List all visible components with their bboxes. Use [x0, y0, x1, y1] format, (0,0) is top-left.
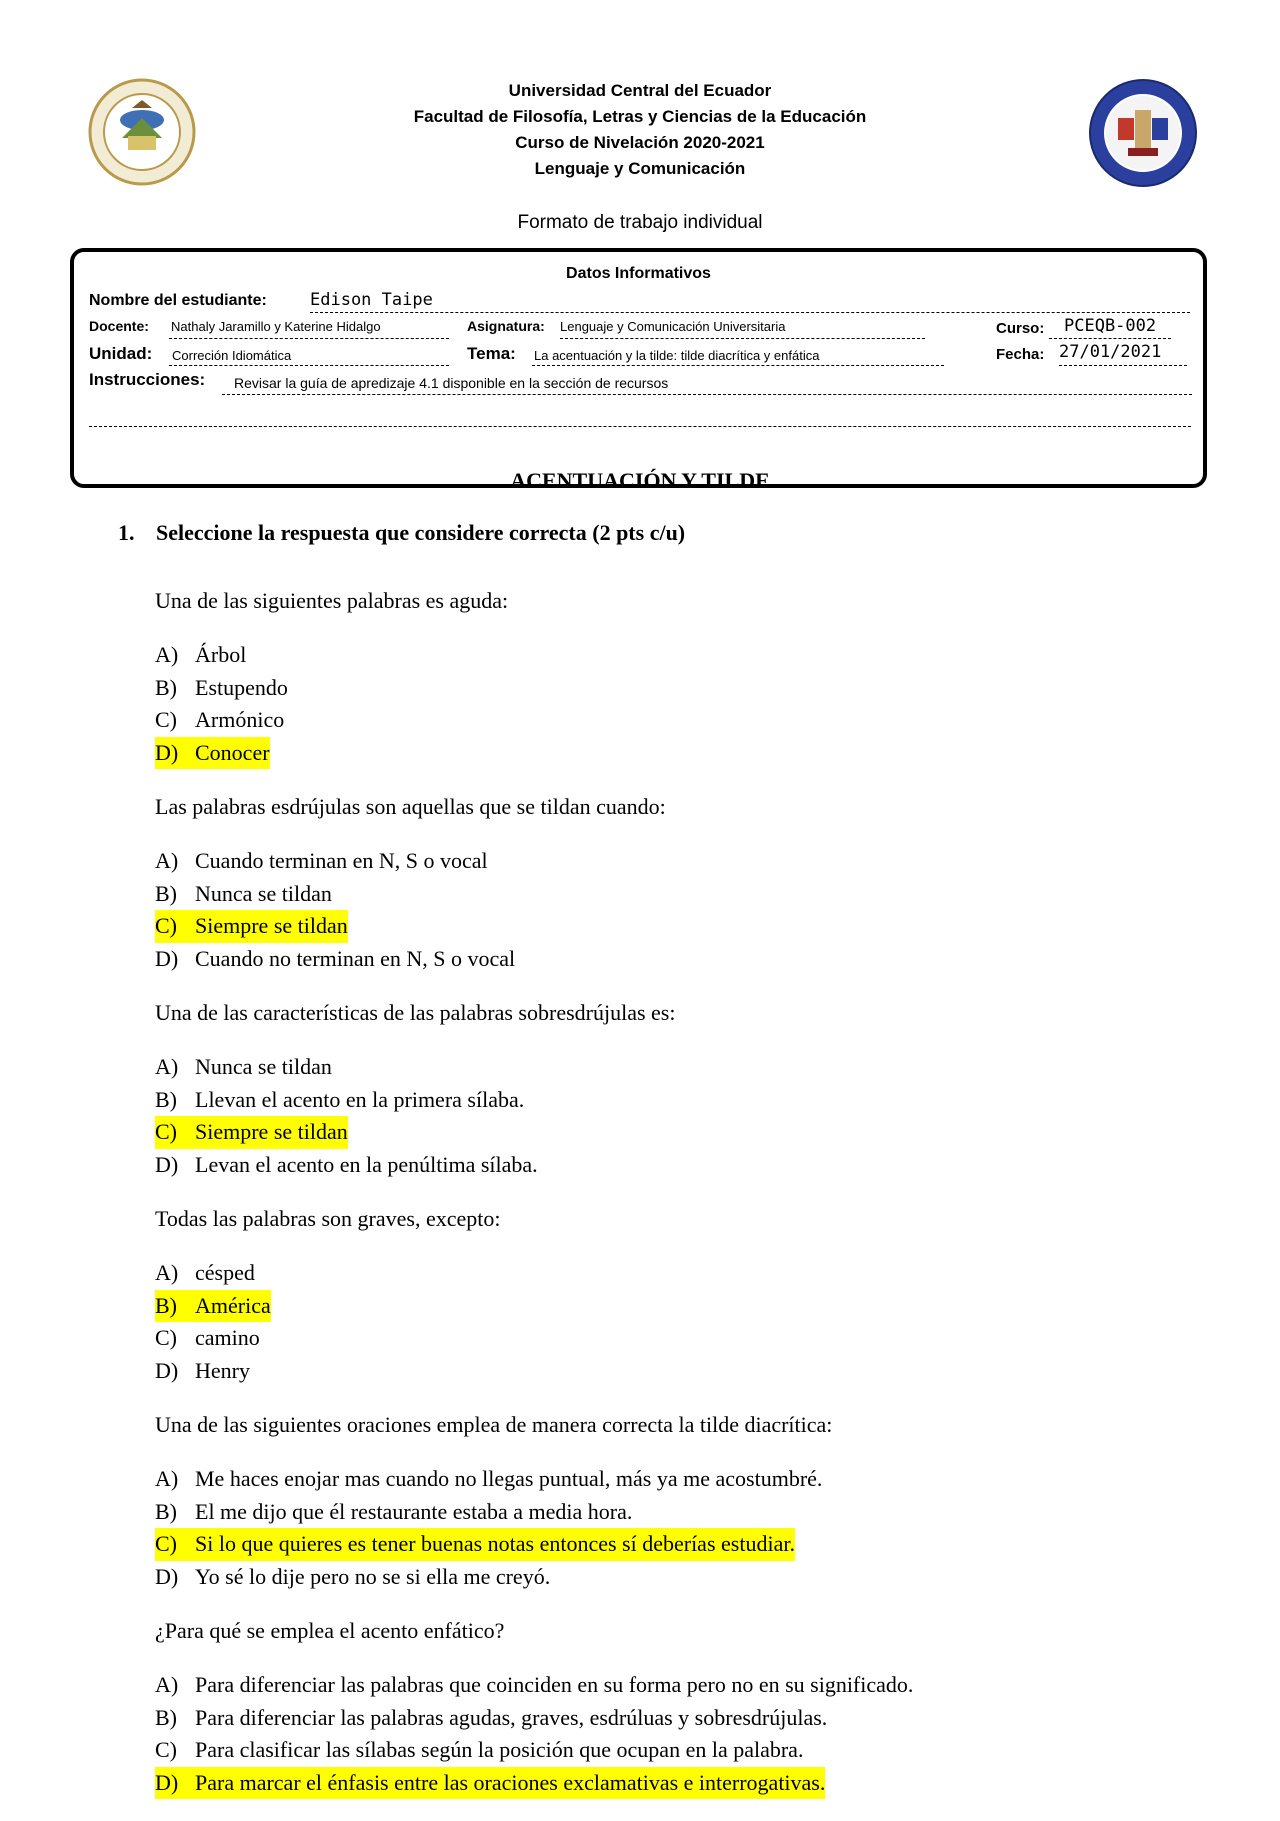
- answer-option[interactable]: [155, 1084, 1215, 1117]
- question-text: ¿Para qué se emplea el acento enfático?: [155, 1618, 505, 1643]
- option-letter: A): [155, 642, 179, 667]
- topic-value: La acentuación y la tilde: tilde diacrítica y enfática: [534, 348, 820, 363]
- option-text: Árbol: [195, 642, 247, 667]
- option-text: Estupendo: [195, 674, 288, 700]
- answer-option[interactable]: [155, 1561, 1215, 1594]
- teacher-value: Nathaly Jaramillo y Katerine Hidalgo: [171, 319, 381, 334]
- selected-answer-option[interactable]: [155, 1290, 271, 1323]
- topic-underline: [532, 365, 944, 366]
- selected-answer-option[interactable]: [155, 1528, 795, 1561]
- option-text: El me dijo que él restaurante estaba a media hora.: [195, 1498, 633, 1524]
- option-letter: A): [155, 1672, 179, 1697]
- option-list: [155, 1051, 1215, 1181]
- option-letter: C): [155, 1325, 177, 1350]
- option-letter: B): [155, 1086, 177, 1112]
- extra-underline: [89, 426, 1191, 427]
- date-label: Fecha:: [996, 346, 1045, 363]
- option-letter: B): [155, 880, 177, 906]
- course-level: Curso de Nivelación 2020-2021: [515, 133, 765, 152]
- answer-option[interactable]: [155, 878, 1215, 911]
- option-text: Me haces enojar mas cuando no llegas puntual, más ya me acostumbré.: [195, 1466, 823, 1491]
- university-name: Universidad Central del Ecuador: [508, 81, 772, 100]
- option-list: [155, 1257, 1215, 1387]
- answer-option[interactable]: [155, 1051, 1215, 1084]
- option-list: [155, 1669, 1215, 1799]
- option-text: Si lo que quieres es tener buenas notas entonces sí deberías estudiar.: [195, 1531, 795, 1556]
- info-box: [70, 248, 1207, 488]
- question-text: Todas las palabras son graves, excepto:: [155, 1206, 501, 1231]
- instructions-label: Instrucciones:: [89, 370, 206, 389]
- date-value: 27/01/2021: [1059, 342, 1162, 362]
- option-letter: D): [155, 1769, 179, 1795]
- question-text: Una de las siguientes oraciones emplea de manera correcta la tilde diacrítica:: [155, 1412, 833, 1437]
- selected-answer-option[interactable]: [155, 1116, 348, 1149]
- option-text: césped: [195, 1260, 255, 1285]
- instructions-underline: [222, 394, 1192, 395]
- option-text: Siempre se tildan: [195, 1119, 348, 1144]
- option-text: Levan el acento en la penúltima sílaba.: [195, 1151, 538, 1177]
- instructions-value: Revisar la guía de apredizaje 4.1 disponible en la sección de recursos: [234, 375, 669, 391]
- subject-label: Asignatura:: [467, 318, 545, 334]
- selected-answer-option[interactable]: [155, 910, 348, 943]
- info-heading: Datos Informativos: [566, 265, 711, 282]
- document-header: [0, 78, 1280, 182]
- course-label: Curso:: [996, 320, 1045, 337]
- answer-option[interactable]: [155, 1734, 1215, 1767]
- student-label: Nombre del estudiante:: [89, 292, 267, 309]
- exercise-instructions: Seleccione la respuesta que considere correcta (2 pts c/u): [156, 520, 686, 545]
- option-text: Para diferenciar las palabras que coinciden en su forma pero no en su significado.: [195, 1672, 914, 1697]
- question-text: Una de las características de las palabras sobresdrújulas es:: [155, 1000, 676, 1025]
- option-letter: D): [155, 739, 179, 765]
- answer-option[interactable]: [155, 1702, 1215, 1735]
- date-underline: [1059, 365, 1187, 366]
- option-letter: C): [155, 1737, 177, 1762]
- option-letter: B): [155, 1704, 177, 1730]
- option-list: [155, 639, 1215, 769]
- option-letter: D): [155, 945, 179, 971]
- answer-option[interactable]: [155, 1355, 1215, 1388]
- teacher-label: Docente:: [89, 318, 149, 334]
- answer-option[interactable]: [155, 1322, 1215, 1355]
- topic-label: Tema:: [467, 344, 516, 363]
- option-text: Nunca se tildan: [195, 880, 332, 906]
- unit-underline: [169, 365, 449, 366]
- exercise-number: 1.: [118, 520, 135, 545]
- student-name: Edison Taipe: [310, 290, 433, 310]
- question-text: Las palabras esdrújulas son aquellas que se tildan cuando:: [155, 794, 666, 819]
- answer-option[interactable]: [155, 1669, 1215, 1702]
- answer-option[interactable]: [155, 845, 1215, 878]
- option-letter: C): [155, 707, 177, 732]
- selected-answer-option[interactable]: [155, 737, 270, 770]
- option-letter: D): [155, 1357, 179, 1383]
- answer-option[interactable]: [155, 1463, 1215, 1496]
- option-letter: D): [155, 1151, 179, 1177]
- option-text: Llevan el acento en la primera sílaba.: [195, 1086, 525, 1112]
- option-text: Para clasificar las sílabas según la posición que ocupan en la palabra.: [195, 1737, 804, 1762]
- answer-option[interactable]: [155, 704, 1215, 737]
- subject-name: Lenguaje y Comunicación: [534, 159, 746, 178]
- option-text: camino: [195, 1325, 260, 1350]
- answer-option[interactable]: [155, 1496, 1215, 1529]
- answer-option[interactable]: [155, 1257, 1215, 1290]
- option-letter: C): [155, 1531, 177, 1556]
- option-text: Armónico: [195, 707, 285, 732]
- option-letter: A): [155, 1054, 179, 1079]
- option-list: [155, 1463, 1215, 1593]
- option-text: Conocer: [195, 739, 270, 765]
- course-underline: [1049, 338, 1171, 339]
- option-text: Henry: [195, 1357, 250, 1383]
- option-text: Para marcar el énfasis entre las oraciones exclamativas e interrogativas.: [195, 1769, 826, 1795]
- answer-option[interactable]: [155, 672, 1215, 705]
- selected-answer-option[interactable]: [155, 1767, 825, 1800]
- option-text: Para diferenciar las palabras agudas, graves, esdrúluas y sobresdrújulas.: [195, 1704, 828, 1730]
- option-letter: D): [155, 1563, 179, 1589]
- answer-option[interactable]: [155, 639, 1215, 672]
- unit-value: Correción Idiomática: [172, 348, 292, 363]
- teacher-underline: [169, 338, 449, 339]
- question-text: Una de las siguientes palabras es aguda:: [155, 588, 509, 613]
- option-letter: A): [155, 1466, 179, 1491]
- option-letter: A): [155, 1260, 179, 1285]
- option-letter: B): [155, 1292, 177, 1318]
- student-underline: [310, 312, 1190, 313]
- faculty-name: Facultad de Filosofía, Letras y Ciencias de la Educación: [413, 107, 867, 126]
- option-letter: B): [155, 1498, 177, 1524]
- exercise-title: [118, 520, 685, 546]
- subject-value: Lenguaje y Comunicación Universitaria: [560, 319, 786, 334]
- option-list: [155, 845, 1215, 975]
- option-text: Yo sé lo dije pero no se si ella me creyó.: [195, 1563, 551, 1589]
- answer-option[interactable]: [155, 943, 1215, 976]
- option-text: Cuando terminan en N, S o vocal: [195, 848, 488, 873]
- option-text: Siempre se tildan: [195, 913, 348, 938]
- course-value: PCEQB-002: [1064, 316, 1157, 336]
- section-title: ACENTUACIÓN Y TILDE: [510, 468, 770, 493]
- option-letter: C): [155, 1119, 177, 1144]
- answer-option[interactable]: [155, 1149, 1215, 1182]
- option-letter: A): [155, 848, 179, 873]
- subject-underline: [560, 338, 925, 339]
- option-text: Cuando no terminan en N, S o vocal: [195, 945, 516, 971]
- option-letter: C): [155, 913, 177, 938]
- unit-label: Unidad:: [89, 344, 153, 363]
- option-letter: B): [155, 674, 177, 700]
- question-list: [155, 585, 1215, 1821]
- format-title: Formato de trabajo individual: [517, 212, 763, 233]
- option-text: Nunca se tildan: [195, 1054, 332, 1079]
- option-text: América: [195, 1292, 271, 1318]
